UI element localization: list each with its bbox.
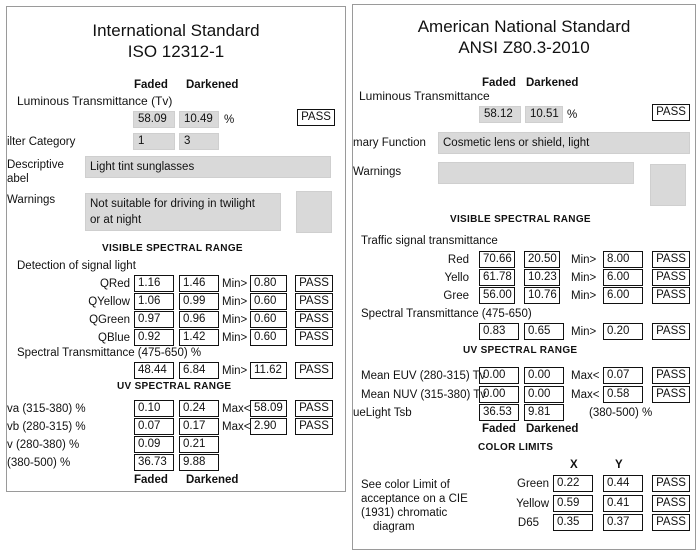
uv-darkened: 0.21 [179,436,219,453]
traffic-cmp: Min> [571,290,597,302]
signal-faded: 0.92 [134,329,174,346]
lum-faded-value: 58.09 [133,111,175,128]
color-y-value: 0.37 [603,514,643,531]
traffic-faded: 61.78 [479,269,515,286]
signal-limit: 0.80 [250,275,287,292]
spectral-darkened: 6.84 [179,362,219,379]
color-limits-header: COLOR LIMITS [478,442,554,453]
spectral-faded: 48.44 [134,362,174,379]
traffic-cmp: Min> [571,254,597,266]
color-y-value: 0.44 [603,475,643,492]
spectral-limit: 0.20 [603,323,643,340]
signal-cmp: Min> [222,332,248,344]
signal-label: QYellow [88,296,130,308]
color-note-line: (1931) chromatic [361,507,448,519]
signal-detection-label: Detection of signal light [17,260,136,272]
uv-label: va (315-380) % [7,403,86,415]
darkened-header: Darkened [186,79,239,91]
traffic-result: PASS [652,251,690,268]
iso-title: International Standard [92,21,260,40]
lum-darkened-value: 10.51 [525,106,563,123]
signal-darkened: 1.46 [179,275,219,292]
filter-category-label: ilter Category [7,136,76,148]
uv-limit: 2.90 [250,418,287,435]
warnings-label: Warnings [353,166,402,178]
warnings-icon-placeholder [296,191,332,233]
warnings-value [85,193,281,231]
color-x-header: X [570,459,578,471]
uv-result: PASS [652,367,690,384]
warnings-label: Warnings [7,194,56,206]
signal-result: PASS [295,329,333,346]
signal-result: PASS [295,275,333,292]
uv-faded: 0.00 [479,367,519,384]
uv-faded: 0.10 [134,400,174,417]
descriptive-label-2: abel [7,173,29,185]
lum-pass-result: PASS [297,109,335,126]
traffic-darkened: 10.23 [524,269,560,286]
uv-faded: 0.00 [479,386,519,403]
color-result: PASS [652,514,690,531]
lum-faded-value: 58.12 [479,106,521,123]
color-x-value: 0.35 [553,514,593,531]
uv-label: Mean EUV (280-315) Tv [361,370,486,382]
uv-label: vb (280-315) % [7,421,86,433]
luminous-transmittance-label: Luminous Transmittance [359,89,490,103]
ansi-subtitle: ANSI Z80.3-2010 [458,38,590,57]
uv-darkened: 0.00 [524,386,564,403]
color-label: D65 [517,517,539,529]
traffic-faded: 56.00 [479,287,515,304]
signal-cmp: Min> [222,278,248,290]
signal-result: PASS [295,293,333,310]
footer-faded: Faded [134,474,168,486]
signal-darkened: 1.42 [179,329,219,346]
signal-limit: 0.60 [250,311,287,328]
uv-limit: 0.58 [603,386,643,403]
darkened-header: Darkened [526,77,579,89]
uv-faded: 0.07 [134,418,174,435]
color-result: PASS [652,495,690,512]
primary-function-value: Cosmetic lens or shield, light [438,132,690,154]
color-label: Yellow [516,498,549,510]
traffic-result: PASS [652,269,690,286]
uv-darkened: 0.24 [179,400,219,417]
color-result: PASS [652,475,690,492]
signal-cmp: Min> [222,314,248,326]
uv-result: PASS [652,386,690,403]
lum-pass-result: PASS [652,104,690,121]
traffic-label: Red [447,254,469,266]
uv-cmp: Max< [222,421,251,433]
filter-category-darkened: 3 [179,133,219,150]
faded-header: Faded [134,79,168,91]
spectral-darkened: 0.65 [524,323,564,340]
visible-spectral-header: VISIBLE SPECTRAL RANGE [450,214,591,225]
ansi-title: American National Standard [417,17,631,36]
spectral-transmittance-label: Spectral Transmittance (475-650) [361,308,532,320]
spectral-faded: 0.83 [479,323,519,340]
blue-light-note: (380-500) % [589,407,653,419]
filter-category-faded: 1 [133,133,175,150]
ansi-panel [352,4,696,550]
lum-darkened-value: 10.49 [179,111,219,128]
visible-spectral-header: VISIBLE SPECTRAL RANGE [102,243,243,254]
color-y-header: Y [615,459,623,471]
color-x-value: 0.22 [553,475,593,492]
uv-darkened: 0.00 [524,367,564,384]
uv-faded: 36.73 [134,454,174,471]
uv-darkened: 0.17 [179,418,219,435]
warnings-value [438,162,634,184]
color-note-line: acceptance on a CIE [361,493,468,505]
signal-faded: 0.97 [134,311,174,328]
color-note-line: See color Limit of [361,479,450,491]
traffic-cmp: Min> [571,272,597,284]
color-y-value: 0.41 [603,495,643,512]
uv-darkened: 9.88 [179,454,219,471]
signal-faded: 1.06 [134,293,174,310]
uv-spectral-header: UV SPECTRAL RANGE [117,381,232,392]
signal-label: QGreen [89,314,130,326]
signal-limit: 0.60 [250,293,287,310]
lum-unit: % [567,109,578,121]
uv-label: v (280-380) % [7,439,80,451]
uv-cmp: Max< [571,370,600,382]
traffic-limit: 6.00 [603,269,643,286]
signal-label: QRed [99,278,130,290]
footer-darkened: Darkened [186,474,239,486]
spectral-transmittance-label: Spectral Transmittance (475-650) % [17,347,202,359]
signal-faded: 1.16 [134,275,174,292]
faded-header: Faded [482,77,516,89]
signal-darkened: 0.99 [179,293,219,310]
iso-subtitle: ISO 12312-1 [127,42,225,61]
traffic-label: Yello [444,272,469,284]
traffic-result: PASS [652,287,690,304]
warning-line-2: or at night [90,214,142,226]
lum-unit: % [224,114,235,126]
color-label: Green [517,478,549,490]
uv-spectral-header: UV SPECTRAL RANGE [463,345,578,356]
uv-limit: 0.07 [603,367,643,384]
warning-line-1: Not suitable for driving in twilight [90,198,255,210]
blue-light-faded: 36.53 [479,404,519,421]
warnings-icon-placeholder [650,164,686,206]
uv-faded: 0.09 [134,436,174,453]
spectral-limit: 11.62 [250,362,287,379]
uv-result: PASS [295,418,333,435]
signal-darkened: 0.96 [179,311,219,328]
signal-result: PASS [295,311,333,328]
primary-function-label: mary Function [353,137,426,149]
traffic-limit: 6.00 [603,287,643,304]
color-note-line: diagram [373,521,415,533]
iso-panel [6,6,346,492]
color-x-value: 0.59 [553,495,593,512]
traffic-darkened: 10.76 [524,287,560,304]
uv-label: Mean NUV (315-380) Tv [361,389,487,401]
descriptive-label: Descriptive [7,159,64,171]
signal-limit: 0.60 [250,329,287,346]
spectral-cmp: Min> [571,326,597,338]
signal-cmp: Min> [222,296,248,308]
footer-faded: Faded [482,423,516,435]
spectral-result: PASS [295,362,333,379]
traffic-faded: 70.66 [479,251,515,268]
uv-label: (380-500) % [7,457,71,469]
traffic-limit: 8.00 [603,251,643,268]
luminous-transmittance-label: Luminous Transmittance (Tv) [17,94,173,108]
uv-limit: 58.09 [250,400,287,417]
spectral-cmp: Min> [222,365,248,377]
traffic-darkened: 20.50 [524,251,560,268]
traffic-signal-label: Traffic signal transmittance [361,235,498,247]
signal-label: QBlue [98,332,130,344]
blue-light-label: ueLight Tsb [353,407,412,419]
spectral-result: PASS [652,323,690,340]
uv-cmp: Max< [222,403,251,415]
uv-result: PASS [295,400,333,417]
footer-darkened: Darkened [526,423,579,435]
traffic-label: Gree [443,290,469,302]
uv-cmp: Max< [571,389,600,401]
descriptive-value: Light tint sunglasses [85,156,331,178]
blue-light-darkened: 9.81 [524,404,564,421]
